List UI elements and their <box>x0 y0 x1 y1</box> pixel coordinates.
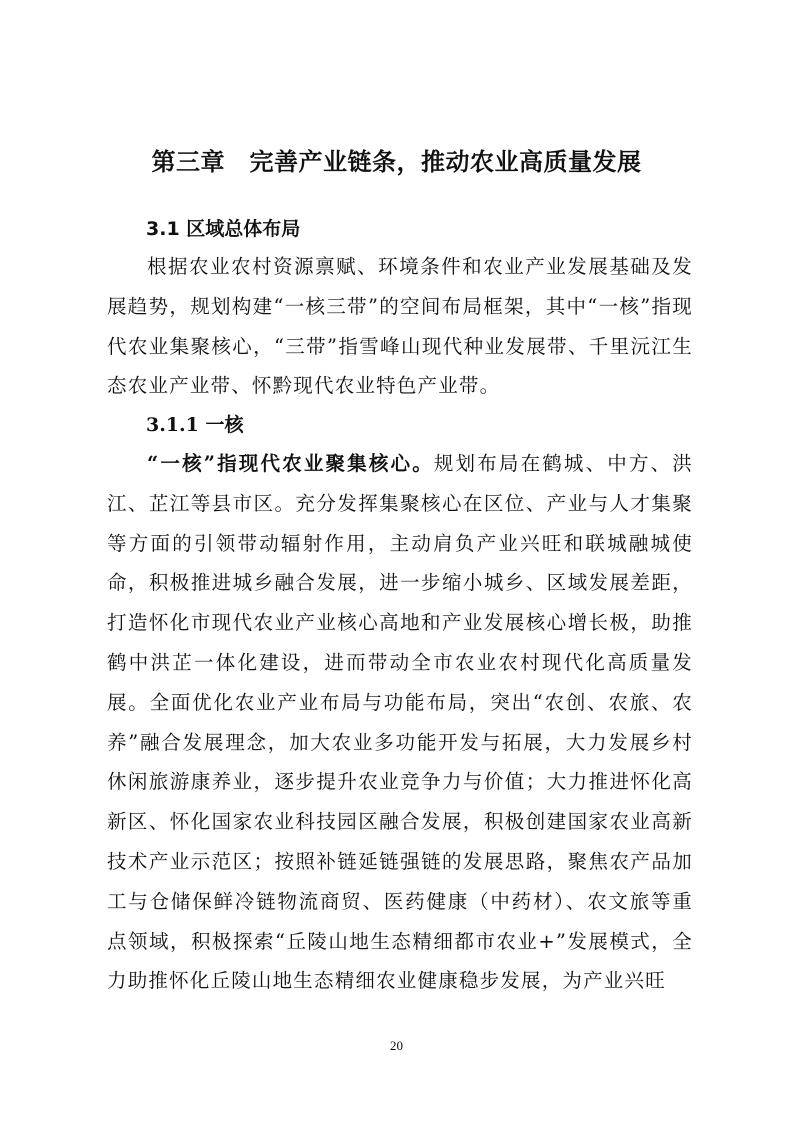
chapter-title: 第三章 完善产业链条，推动农业高质量发展 <box>151 148 642 176</box>
subsection-lead: “一核”指现代农业聚集核心。 <box>147 452 434 475</box>
subsection-body: 规划布局在鹤城、中方、洪江、芷江等县市区。充分发挥集聚核心在区位、产业与人才集聚等方面的引领带动辐射作用，主动肩负产业兴旺和联城融城使命，积极推进城乡融合发展，进一步缩小城乡、区域发展差距，打造怀化市现代农业产业核心高地和产业发展核心增长极，助推鹤中洪芷一体化建设，进而带动全市农业农村现代化高质量发展。全面优化农业产业布局与功能布局，突出“农创、农旅、农养”融合发展理念，加大农业多功能开发与拓展，大力发展乡村休闲旅游康养业，逐步提升农业竞争力与价值；大力推进怀化高新区、怀化国家农业科技园区融合发展，积极创建国家农业高新技术产业示范区；按照补链延链强链的发展思路，聚焦农产品加工与仓储保鲜冷链物流商贸、医药健康（中药材）、农文旅等重点领域，积极探索“丘陵山地生态精细都市农业+”发展模式，全力助推怀化丘陵山地生态精细农业健康稳步发展，为产业兴旺 <box>107 452 693 993</box>
section-heading: 3.1 区域总体布局 <box>146 218 301 240</box>
section-paragraph: 根据农业农村资源禀赋、环境条件和农业产业发展基础及发展趋势，规划构建“一核三带”的空间布局框架，其中“一核”指现代农业集聚核心，“三带”指雪峰山现代种业发展带、千里沅江生态农业产业带、怀黔现代农业特色产业带。 <box>107 255 693 398</box>
subsection-paragraph <box>107 444 693 1001</box>
page-number: 20 <box>390 1038 403 1053</box>
subsection-heading: 3.1.1 一核 <box>146 414 244 436</box>
